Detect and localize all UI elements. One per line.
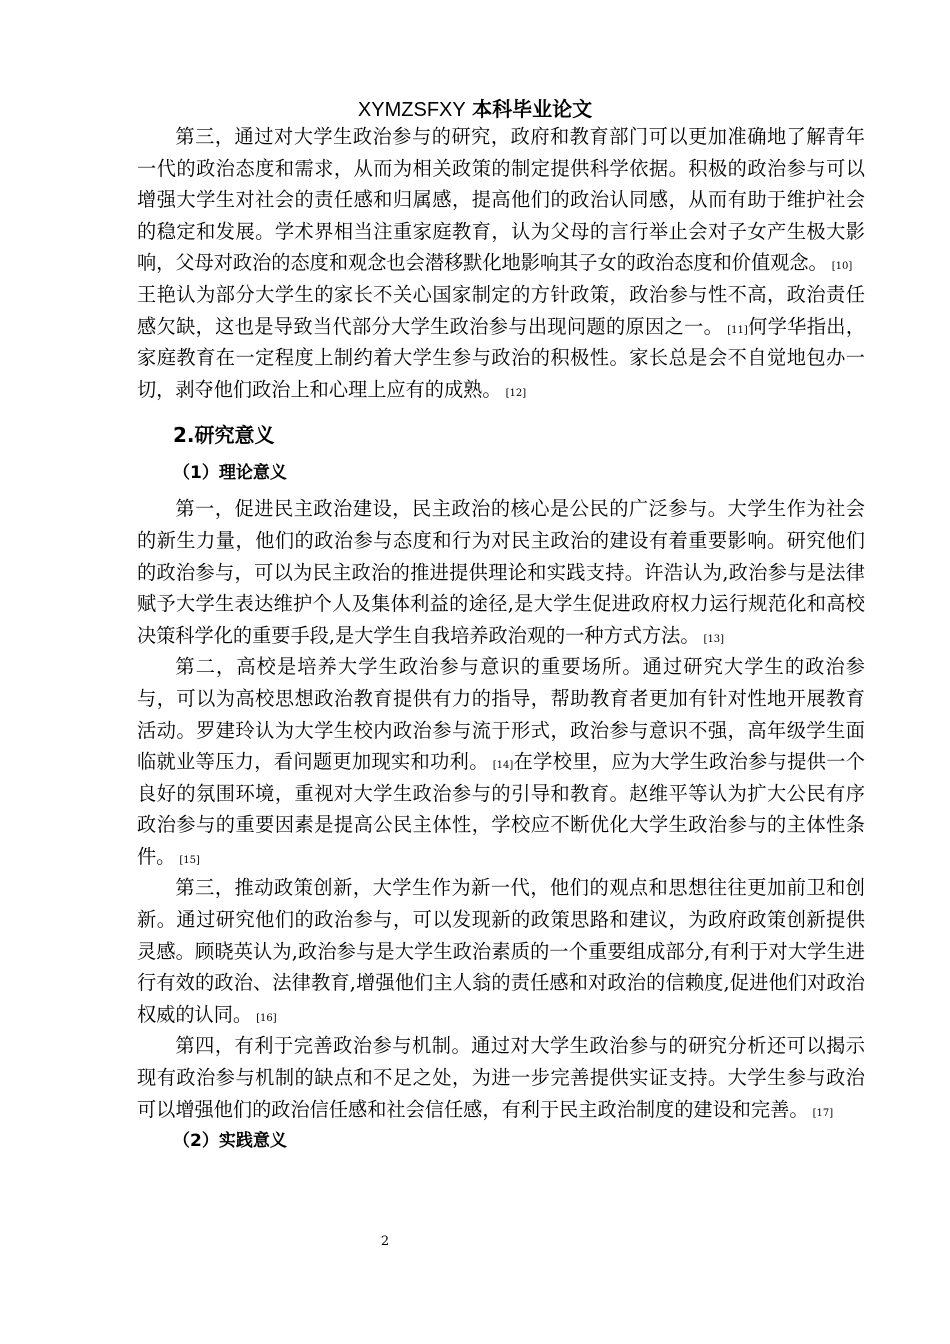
subsection-heading-theory: （1）理论意义	[173, 463, 287, 484]
citation-ref: [15]	[179, 854, 200, 866]
header-title: 本科毕业论文	[472, 97, 593, 121]
citation-ref: [12]	[505, 387, 527, 399]
citation-ref: [17]	[812, 1107, 834, 1119]
paragraph-second-universities	[137, 651, 865, 872]
paragraph-text: 第四，有利于完善政治参与机制。通过对大学生政治参与的研究分析还可以揭示现有政治参与机制的缺点和不足之处，为进一步完善提供实证支持。大学生参与政治可以增强他们的政治信任感和社会信任感，有利于民主政治制度的建设和完善。	[137, 1034, 865, 1121]
paragraph-text: 第三，推动政策创新，大学生作为新一代，他们的观点和思想往往更加前卫和创新。通过研究他们的政治参与，可以发现新的政策思路和建议，为政府政策创新提供灵感。顾晓英认为,政治参与是大学生政治素质的一个重要组成部分,有利于对大学生进行有效的政治、法律教育,增强他们主人翁的责任感和对政治的信赖度,促进他们对政治权威的认同。	[137, 876, 865, 1026]
paragraph-text: 第三，通过对大学生政治参与的研究，政府和教育部门可以更加准确地了解青年一代的政治态度和需求，从而为相关政策的制定提供科学依据。积极的政治参与可以增强大学生对社会的责任感和归属感，提高他们的政治认同感，从而有助于维护社会的稳定和发展。学术界相当注重家庭教育，认为父母的言行举止会对子女产生极大影响，父母对政治的态度和观念也会潜移默化地影响其子女的政治态度和价值观念。	[137, 125, 865, 275]
citation-ref: [11]	[727, 324, 748, 336]
paragraph-text: 第二，高校是培养大学生政治参与意识的重要场所。通过研究大学生的政治参与，可以为高校思想政治教育提供有力的指导，帮助教育者更加有针对性地开展教育活动。罗建玲认为大学生校内政治参与流于形式，政治参与意识不强，高年级学生面临就业等压力，看问题更加现实和功利。	[137, 655, 865, 774]
page-number: 2	[380, 1234, 390, 1249]
citation-ref: [16]	[256, 1012, 277, 1024]
paragraph-first-democracy	[137, 493, 865, 651]
paragraph-text: 何学华指出，家庭教育在一定程度上制约着大学生参与政治的积极性。家长总是会不自觉地包办一切，剥夺他们政治上和心理上应有的成熟。	[137, 314, 866, 401]
section-heading: 2.研究意义	[173, 423, 275, 448]
paragraph-text: 第一，促进民主政治建设，民主政治的核心是公民的广泛参与。大学生作为社会的新生力量，他们的政治参与态度和行为对民主政治的建设有着重要影响。研究他们的政治参与，可以为民主政治的推进提供理论和实践支持。许浩认为,政治参与是法律赋予大学生表达维护个人及集体利益的途径,是大学生促进政府权力运行规范化和高校决策科学化的重要手段,是大学生自我培养政治观的一种方式方法。	[137, 497, 865, 647]
paragraph-text: 在学校里，应为大学生政治参与提供一个良好的氛围环境，重视对大学生政治参与的引导和教育。赵维平等认为扩大公民有序政治参与的重要因素是提高公民主体性，学校应不断优化大学生政治参与的主体性条件。	[137, 750, 865, 868]
header-school-code: XYMZSFXY	[357, 99, 466, 121]
citation-ref: [13]	[703, 633, 725, 645]
paragraph-fourth-mechanism	[137, 1030, 865, 1125]
paragraph-text: 王艳认为部分大学生的家长不关心国家制定的方针政策，政治参与性不高，政治责任感欠缺，这也是导致当代部分大学生政治参与出现问题的原因之一。	[137, 282, 865, 338]
citation-ref: [10]	[831, 261, 853, 273]
document-body	[137, 121, 865, 1161]
paragraph-third-family-education	[137, 121, 865, 405]
page-header	[0, 96, 950, 123]
citation-ref: [14]	[492, 760, 514, 772]
subsection-heading-practice: （2）实践意义	[173, 1131, 287, 1152]
paragraph-third-policy-innovation	[137, 872, 865, 1030]
